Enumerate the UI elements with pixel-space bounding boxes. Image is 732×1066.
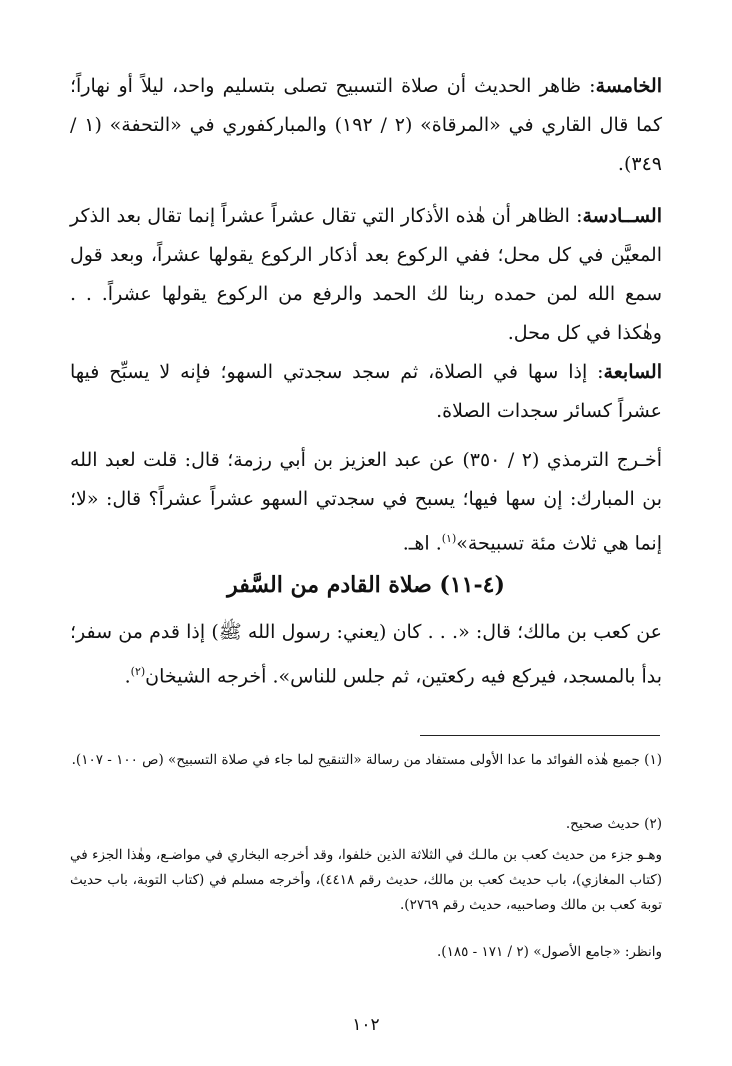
footnote-2-see-also: وانظر: «جامع الأصول» (٢ / ١٧١ - ١٨٥). bbox=[437, 944, 662, 960]
page-number: ١٠٢ bbox=[352, 1015, 380, 1035]
footnote-2-status: (٢) حديث صحيح. bbox=[565, 816, 662, 832]
footnote-2-body: وهـو جزء من حديث كعب بن مالـك في الثلاثة الذين خلفوا، وقد أخرجه البخاري في مواضـع، وهٰذا الجزء في (كتاب المغازي)، باب حديث كعب بن مالك، حديث رقم ٤٤١٨)، وأخرجه مسلم في (كتاب التوبة، باب حديث توبة كعب بن مالك وصاحبيه، حديث رقم ٢٧٦٩). bbox=[70, 847, 662, 913]
footnote-ref-1[interactable]: (١) bbox=[441, 532, 457, 545]
paragraph-tirmidhi-text: أخـرج الترمذي (٢ / ٣٥٠) عن عبد العزيز بن أبي رزمة؛ قال: قلت لعبد الله بن المبارك: إن سها فيها؛ يسبح في سجدتي السهو عشراً عشراً؟ قال: «لا؛ إنما هي ثلاث مئة تسبيحة» bbox=[70, 449, 663, 555]
paragraph-fifth-text: : ظاهر الحديث أن صلاة التسبيح تصلى بتسليم واحد، ليلاً أو نهاراً؛ كما قال القاري في «المرقاة» (٢ / ١٩٢) والمباركفوري في «التحفة» (١ / ٣٤٩). bbox=[70, 75, 662, 175]
paragraph-tirmidhi-tail: . اهـ. bbox=[402, 532, 442, 555]
footnote-1: (١) جميع هٰذه الفوائد ما عدا الأولى مستفاد من رسالة «التنقيح لما جاء في صلاة التسبيح» (ص ١٠٠ - ١٠٧). bbox=[71, 752, 662, 768]
paragraph-sixth-text: : الظاهر أن هٰذه الأذكار التي تقال عشراً عشراً إنما تقال بعد الذكر المعيَّن في كل محل؛ ففي الركوع بعد أذكار الركوع يقولها عشراً، وبعد قول سمع الله لمن حمده ربنا لك الحمد والرفع من الركوع يقولها عشراً. . . وهٰكذا في كل محل. bbox=[70, 205, 662, 344]
footnotes bbox=[70, 0, 662, 1066]
footnote-ref-2[interactable]: (٢) bbox=[130, 665, 146, 678]
paragraph-seventh-text: : إذا سها في الصلاة، ثم سجد سجدتي السهو؛ فإنه لا يسبِّح فيها عشراً كسائر سجدات الصلاة. bbox=[70, 361, 662, 422]
section-heading: (٤-١١) صلاة القادم من السَّفر bbox=[227, 572, 505, 598]
paragraph-seventh-lead: السابعة bbox=[603, 361, 662, 383]
paragraph-sixth-lead: الســادسة bbox=[582, 205, 662, 227]
paragraph-returning-traveler-text: عن كعب بن مالك؛ قال: «. . . كان (يعني: رسول الله ﷺ) إذا قدم من سفر؛ بدأ بالمسجد، فيركع فيه ركعتين، ثم جلس للناس». أخرجه الشيخان bbox=[70, 621, 662, 688]
paragraph-returning-traveler-tail: . bbox=[124, 665, 131, 688]
paragraph-fifth-lead: الخامسة bbox=[595, 75, 662, 97]
